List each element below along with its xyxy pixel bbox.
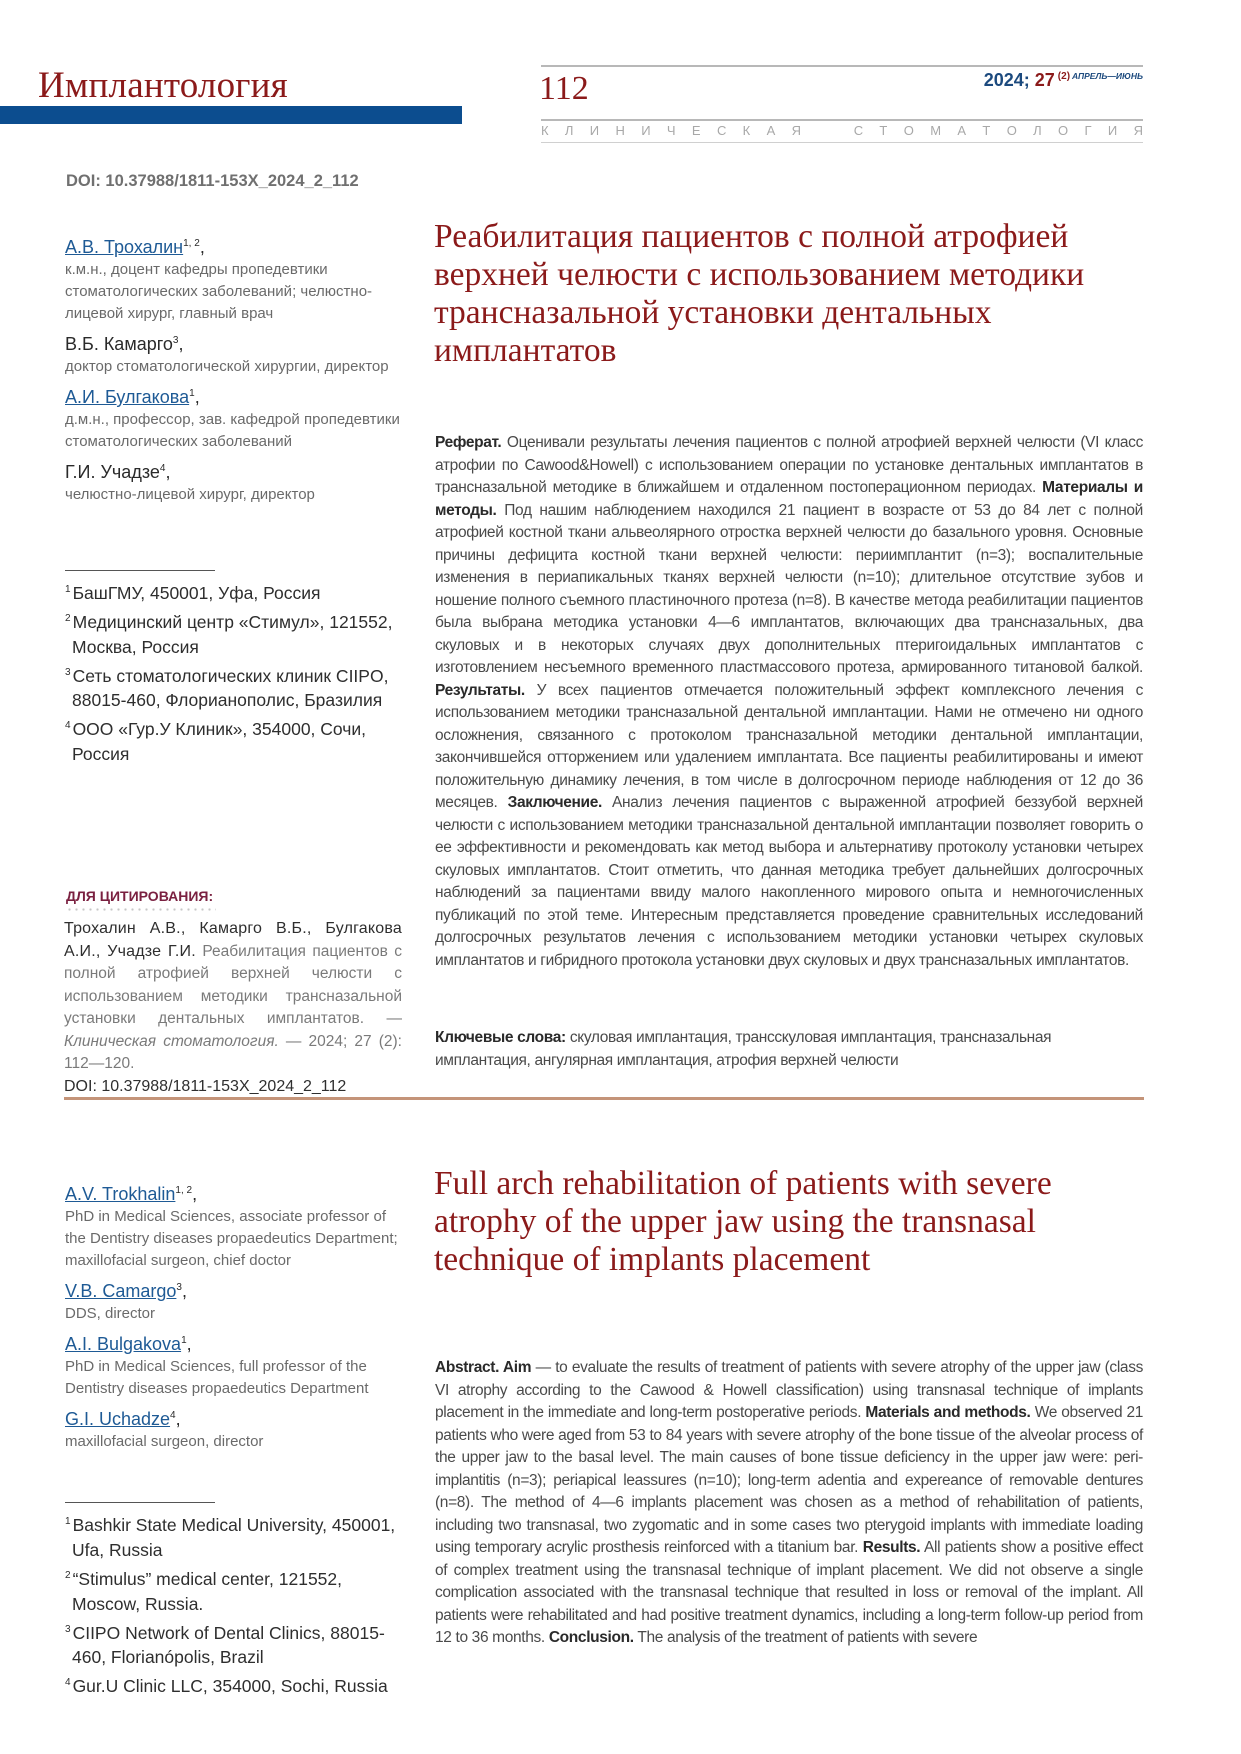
author-entry — [65, 1276, 405, 1325]
author-comma: , — [165, 462, 171, 482]
author-description: PhD in Medical Sciences, associate professor of the Dentistry diseases propaedeutics Department; maxillofacial surgeon, chief doctor — [65, 1208, 398, 1269]
keywords-text: скуловая имплантация, трансскуловая имплантация, трансназальная имплантация, ангулярная имплантация, атрофия верхней челюсти — [435, 1029, 1052, 1069]
issue-number: (2) — [1057, 71, 1071, 82]
journal-letter: Н — [615, 123, 625, 138]
author-entry — [65, 1179, 405, 1272]
abstract-ru — [435, 432, 1143, 972]
abstract-section-text: The analysis of the treatment of patients with severe — [637, 1629, 978, 1646]
abstract-section-label: Results. — [862, 1539, 921, 1556]
affiliation-number: 1 — [65, 584, 71, 595]
author-name — [65, 382, 405, 409]
affiliation-marker: 1 — [189, 388, 195, 399]
citation-title: Реабилитация пациентов с полной атрофией верхней челюсти с использованием методики трансназальной установки дентальных имплантатов. — — [64, 942, 402, 1027]
header-rule-middle — [541, 119, 1143, 121]
affiliation — [65, 1670, 405, 1699]
author-comma: , — [175, 1409, 181, 1429]
abstract-section-label: Conclusion. — [548, 1629, 634, 1646]
journal-word-gap — [817, 123, 837, 138]
author-name-text: В.Б. Камарго — [65, 334, 173, 354]
issue-volume: 27 — [1034, 70, 1055, 90]
journal-letter: Т — [982, 123, 991, 138]
journal-letter: И — [589, 123, 600, 138]
journal-letter: Г — [1084, 123, 1092, 138]
affiliation — [65, 713, 405, 767]
affiliation-number: 1 — [65, 1516, 71, 1527]
citation-dotted-rule — [66, 908, 216, 911]
journal-letter: К — [541, 123, 549, 138]
affiliation-text: Gur.U Clinic LLC, 354000, Sochi, Russia — [72, 1676, 388, 1697]
affiliation-marker: 4 — [170, 1410, 176, 1421]
page-number: 112 — [539, 70, 589, 107]
affiliation — [65, 1617, 405, 1671]
abstract-section-text: We observed 21 patients who were aged from 53 to 84 years with severe atrophy of the bone tissue of the alveolar process of the upper jaw to the basal level. The main causes of bone tissue deficiency in the upper jaw were: peri-implantitis (n=3); periapical leassures (n=10); long-term adentia and expereance of removable dentures (n=8). The method of 4—6 implants placement was chosen as a method of rehabilitation of patients, including two transnasal, two zygomatic and in some cases two pterygoid implants with immediate loading using temporary acrylic prosthesis reinforced with a titanium bar. — [435, 1404, 1143, 1556]
author-entry — [65, 232, 405, 325]
affiliation-marker: 4 — [159, 463, 166, 474]
abstract-section-label: Abstract. Aim — [435, 1359, 532, 1376]
issue-info — [984, 70, 1143, 91]
ru-affiliations-block — [65, 558, 405, 767]
author-description: к.м.н., доцент кафедры пропедевтики стоматологических заболеваний; челюстно-лицевой хирург, главный врач — [65, 261, 373, 322]
journal-name — [541, 123, 1143, 138]
affiliation — [65, 606, 405, 660]
author-link[interactable]: А.В. Трохалин — [65, 237, 184, 257]
journal-letter: О — [1058, 123, 1069, 138]
journal-letter: Я — [1133, 123, 1143, 138]
footnote-rule — [65, 1502, 215, 1503]
author-name — [65, 232, 405, 259]
affiliation — [65, 660, 405, 714]
footnote-rule — [65, 570, 215, 571]
citation-doi[interactable]: DOI: 10.37988/1811-153X_2024_2_112 — [64, 1077, 347, 1095]
journal-letter: Т — [879, 123, 888, 138]
section-separator — [64, 1097, 1144, 1100]
author-link[interactable]: G.I. Uchadze — [65, 1409, 171, 1429]
article-title-en: Full arch rehabilitation of patients with severe atrophy of the upper jaw using the transnasal technique of implants placement — [434, 1165, 1052, 1278]
affiliation-number: 3 — [65, 1623, 71, 1635]
affiliation-marker: 1, 2 — [183, 238, 200, 249]
author-comma: , — [192, 1184, 198, 1204]
affiliation-marker: 3 — [176, 1282, 182, 1293]
journal-letter: И — [1107, 123, 1118, 138]
abstract-section-label: Реферат. — [435, 434, 502, 451]
affiliation — [65, 1563, 405, 1617]
author-description: maxillofacial surgeon, director — [65, 1433, 264, 1450]
author-description: доктор стоматологической хирургии, директор — [65, 358, 389, 375]
author-entry — [65, 1404, 405, 1453]
affiliation-text: Bashkir State Medical University, 450001, Ufa, Russia — [72, 1514, 396, 1560]
journal-letter: Л — [1033, 123, 1042, 138]
author-entry — [65, 457, 405, 506]
journal-letter: И — [641, 123, 651, 138]
abstract-section-label: Заключение. — [507, 794, 602, 811]
abstract-section-text: У всех пациентов отмечается положительный эффект комплексного лечения с использованием методики трансназальной дентальной имплантации. Нами не отмечено ни одного осложнения, связанного с протоколом трансназальной методики дентальной имплантации, закончившейся отторжением или удалением имплантата. Все пациенты реабилитированы и имеют положительную динамику лечения, в том числе в долгосрочном периоде наблюдения от 12 до 36 месяцев. — [435, 681, 1143, 811]
affiliation-text: Медицинский центр «Стимул», 121552, Москва, Россия — [72, 611, 393, 657]
section-color-bar — [0, 106, 462, 124]
affiliation-text: “Stimulus” medical center, 121552, Moscow, Russia. — [72, 1568, 343, 1614]
abstract-section-text: Оценивали результаты лечения пациентов с полной атрофией верхней челюсти (VI класс атрофии по Cawood&Howell) с использованием операции по установке дентальных имплантатов в трансназальной методике в ближайшем и отдаленном постоперационном периодах. — [435, 434, 1143, 496]
affiliation-text: ООО «Гур.У Клиник», 354000, Сочи, Россия — [72, 719, 367, 765]
header-rule-bottom — [541, 142, 1143, 143]
author-comma: , — [186, 1334, 192, 1354]
affiliation-text: CIIPO Network of Dental Clinics, 88015-460, Florianópolis, Brazil — [72, 1622, 385, 1668]
abstract-section-text: Анализ лечения пациентов с выраженной атрофией беззубой верхней челюсти с использованием методики трансназальной дентальной имплантации позволяет говорить о ее эффективности и рекомендовать как метод выбора и альтернативу протоколу установки четырех скуловых имплантатов. Стоит отметить, что данная методика требует дальнейших долгосрочных наблюдений за пациентами ввиду малого накопленного мирового опыта и немногочисленных публикаций по этой теме. Интересным представляется проведение сравнительных исследований долгосрочных результатов лечения с использованием методики установки четырех скуловых имплантатов и гибридного протокола установки двух скуловых и двух трансназальных имплантатов. — [435, 794, 1143, 969]
author-comma: , — [178, 334, 184, 354]
affiliation — [65, 577, 405, 606]
author-name — [65, 1276, 405, 1303]
author-comma: , — [199, 237, 205, 257]
affiliation-text: Сеть стоматологических клиник CIIPO, 88015-460, Флорианополис, Бразилия — [72, 665, 389, 711]
author-name — [65, 1404, 405, 1431]
author-description: челюстно-лицевой хирург, директор — [65, 486, 315, 503]
ru-authors-block — [65, 228, 405, 506]
citation-ref: — 2024; 27 (2): 112—120. — [64, 1032, 402, 1072]
abstract-section-label: Материалы и методы. — [435, 479, 1143, 519]
citation-authors: Трохалин А.В., Камарго В.Б., Булгакова А.И., Учадзе Г.И. — [64, 920, 402, 960]
journal-letter: М — [930, 123, 942, 138]
journal-letter: Л — [564, 123, 574, 138]
author-comma: , — [181, 1281, 187, 1301]
journal-letter: О — [1006, 123, 1017, 138]
affiliation-marker: 1, 2 — [175, 1185, 193, 1196]
journal-letter: Ч — [666, 123, 676, 138]
author-description: PhD in Medical Sciences, full professor of the Dentistry diseases propaedeutics Department — [65, 1358, 369, 1397]
affiliation-marker: 3 — [172, 335, 179, 346]
author-entry — [65, 329, 405, 378]
journal-letter: Е — [691, 123, 701, 138]
journal-letter: Я — [791, 123, 801, 138]
author-name — [65, 1329, 405, 1356]
affiliation-number: 3 — [65, 666, 71, 678]
affiliation-marker: 1 — [181, 1335, 187, 1346]
abstract-section-label: Materials and methods. — [865, 1404, 1031, 1421]
journal-letter: К — [742, 123, 751, 138]
issue-months: АПРЕЛЬ—ИЮНЬ — [1072, 71, 1143, 81]
author-name — [65, 1179, 405, 1206]
affiliation-number: 4 — [65, 1677, 71, 1689]
author-description: д.м.н., профессор, зав. кафедрой пропедевтики стоматологических заболеваний — [65, 411, 400, 450]
author-link[interactable]: A.I. Bulgakova — [65, 1334, 182, 1354]
author-name-text: Г.И. Учадзе — [65, 462, 160, 482]
en-authors-block — [65, 1175, 405, 1453]
affiliation-number: 2 — [65, 612, 71, 624]
doi[interactable]: DOI: 10.37988/1811-153X_2024_2_112 — [66, 172, 359, 190]
abstract-section-label: Результаты. — [435, 681, 525, 699]
author-entry — [65, 1329, 405, 1400]
issue-year: 2024; — [983, 70, 1030, 90]
keywords-ru — [435, 1027, 1143, 1072]
citation-text — [64, 918, 402, 1098]
affiliation-text: БашГМУ, 450001, Уфа, Россия — [72, 582, 321, 603]
journal-letter: С — [853, 123, 864, 138]
journal-letter: А — [766, 123, 776, 138]
abstract-section-text: — to evaluate the results of treatment of patients with severe atrophy of the upper jaw (class VI atrophy according to the Cawood & Howell classification) using transnasal technique of implants placement in the immediate and long-term postoperative periods. — [435, 1359, 1143, 1421]
journal-letter: О — [903, 123, 914, 138]
abstract-section-text: All patients show a positive effect of complex treatment using the transnasal technique of implant placement. We did not observe a single complication associated with the transnasal technique that resulted in loss or removal of the implant. All patients were rehabilitated and had positive treatment dynamics, including a long-term follow-up period from 12 to 36 months. — [435, 1539, 1143, 1646]
author-comma: , — [194, 387, 200, 407]
citation-label: ДЛЯ ЦИТИРОВАНИЯ: — [66, 888, 214, 904]
author-link[interactable]: A.V. Trokhalin — [65, 1184, 176, 1204]
en-affiliations-block — [65, 1490, 405, 1699]
section-title: Имплантология — [38, 65, 288, 106]
abstract-section-text: Под нашим наблюдением находился 21 пациент в возрасте от 53 до 84 лет с полной атрофией костной ткани альвеолярного отростка верхней челюсти до базального уровня. Основные причины дефицита костной ткани верхней челюсти: периимплантит (n=3); воспалительные изменения в периапикальных тканях верхней челюсти (n=10); длительное отсутствие зубов и ношение полного съемного пластиночного протеза (n=8). В качестве метода реабилитации пациентов была выбрана методика установки 4—6 имплантатов, включающих два трансназальных, два скуловых и в некоторых случаях двух дополнительных птеригоидальных имплантатов с изготовлением несъемного временного пластмассового протеза, армированного титановой балкой. — [435, 501, 1143, 676]
abstract-en — [435, 1357, 1143, 1650]
header-rule-top — [541, 65, 1143, 67]
author-name — [65, 457, 405, 484]
keywords-label: Ключевые слова: — [435, 1029, 566, 1046]
journal-letter: А — [957, 123, 967, 138]
article-title-ru: Реабилитация пациентов с полной атрофией верхней челюсти с использованием методики трансназальной установки дентальных имплантатов — [434, 218, 1085, 369]
author-entry — [65, 382, 405, 453]
author-link[interactable]: V.B. Camargo — [65, 1281, 177, 1301]
author-link[interactable]: А.И. Булгакова — [65, 387, 190, 407]
affiliation — [65, 1509, 405, 1563]
journal-letter: С — [716, 123, 727, 138]
citation-journal: Клиническая стоматология. — [64, 1032, 279, 1050]
author-name — [65, 329, 405, 356]
affiliation-number: 4 — [65, 720, 71, 732]
affiliation-number: 2 — [65, 1569, 71, 1581]
author-description: DDS, director — [65, 1305, 156, 1322]
